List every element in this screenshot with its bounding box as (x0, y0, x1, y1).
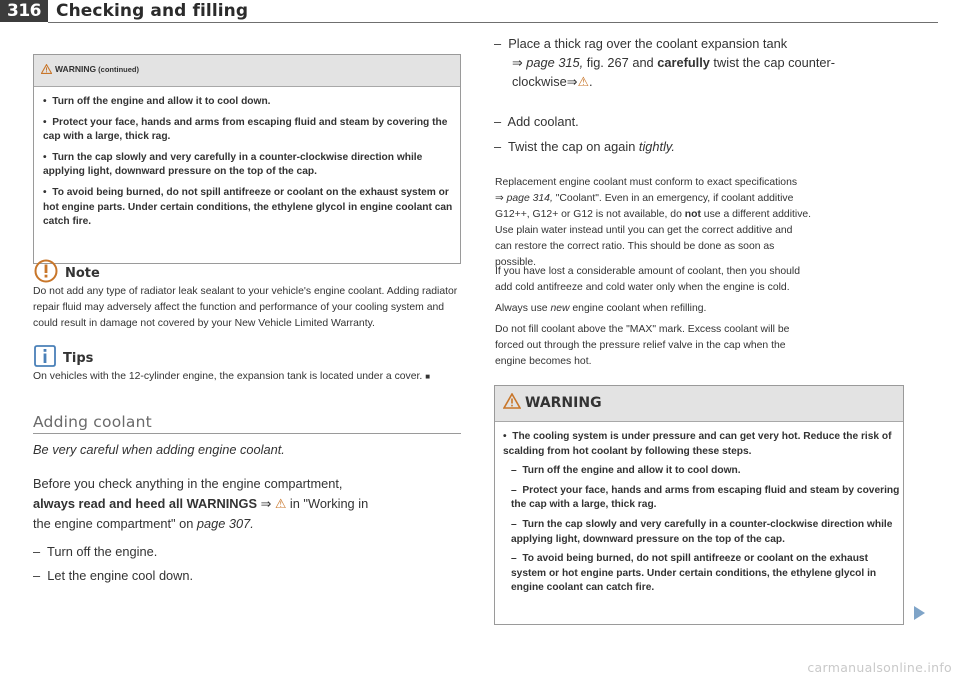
page-link[interactable]: page 315, (526, 55, 584, 70)
warning-box-header (495, 386, 903, 422)
warning-triangle-icon (41, 64, 52, 76)
warning-ref-icon: ⚠ (577, 74, 589, 89)
warning-box-continued-header (34, 55, 460, 87)
section-title: Adding coolant (33, 413, 152, 431)
page-link[interactable]: page 314, (506, 193, 553, 204)
cross-ref-arrow-icon: ⇒ (566, 74, 578, 89)
cross-ref-arrow-icon: ⇒ (495, 193, 504, 204)
warning-item: – Turn the cap slowly and very carefully in a counter-clockwise direction while applying light, downward pressure on the top of the cap. (511, 518, 893, 545)
warning-box-continued (33, 54, 461, 264)
warning-item: • Turn off the engine and allow it to cool down. (43, 96, 271, 107)
warning-item: – To avoid being burned, do not spill antifreeze or coolant on the exhaust system or hot engine parts. Under certain conditions, the ethylene glycol in engine coolant can catch fire. (511, 553, 877, 594)
warning-box (494, 385, 904, 625)
tips-text: On vehicles with the 12-cylinder engine, the expansion tank is located under a cover. ■ (33, 371, 431, 382)
tips-heading (34, 345, 93, 372)
paragraph-new-coolant: Always use new engine coolant when refilling. (495, 303, 707, 314)
info-icon (34, 345, 56, 372)
step-place-rag: – Place a thick rag over the coolant expansion tank ⇒ page 315, fig. 267 and carefully twist the cap counter- clockwise⇒⚠. (494, 36, 836, 89)
cross-ref-arrow-icon: ⇒ (260, 496, 272, 511)
paragraph-lost-coolant: If you have lost a considerable amount of coolant, then you should add cold antifreeze and cold water only when the engine is cold. (495, 266, 800, 293)
note-label: Note (65, 266, 100, 281)
paragraph-max-mark: Do not fill coolant above the "MAX" mark. Excess coolant will be forced out through the pressure relief valve in the cap when the engine becomes hot. (495, 324, 790, 367)
page-title: Checking and filling (56, 1, 249, 21)
step-twist-cap: – Twist the cap on again tightly. (494, 139, 675, 154)
step-add-coolant: – Add coolant. (494, 114, 579, 129)
paragraph-replacement-coolant: Replacement engine coolant must conform to exact specifications ⇒ page 314, "Coolant". Even in an emergency, if coolant additive G12++, G12+ or G12 is not available, do not use a different additive. Use plain water instead until you can get the correct additive and can restore the correct ratio. This should be done as soon as possible. (495, 177, 812, 268)
warning-item: – Turn off the engine and allow it to cool down. (511, 465, 741, 477)
page-link[interactable]: page 307. (196, 516, 254, 531)
warning-label: WARNING (55, 64, 97, 74)
section-intro: Be very careful when adding engine coolant. (33, 442, 285, 457)
tips-label: Tips (63, 351, 94, 366)
warning-item: • Turn the cap slowly and very carefully in a counter-clockwise direction while applying light, downward pressure on the top of the cap. (43, 151, 423, 178)
warning-triangle-icon (503, 393, 521, 413)
note-text: Do not add any type of radiator leak sealant to your vehicle's engine coolant. Adding radiator repair fluid may adversely affect the function and performance of your cooling system and could result in damage not covered by your New Vehicle Limited Warranty. (33, 286, 458, 329)
warning-item: • Protect your face, hands and arms from escaping fluid and steam by covering the cap with a large, thick rag. (43, 116, 448, 143)
section-paragraph: Before you check anything in the engine compartment, always read and heed all WARNINGS ⇒ ⚠ in "Working in the engine compartment" on page 307. (33, 476, 369, 531)
warning-item: • To avoid being burned, do not spill antifreeze or coolant on the exhaust system or hot engine parts. Under certain conditions, the ethylene glycol in engine coolant can catch fire. (43, 186, 453, 228)
watermark: carmanualsonline.info (807, 660, 952, 675)
warning-label: WARNING (525, 395, 602, 411)
warning-ref-icon: ⚠ (274, 496, 287, 511)
header-rule (48, 22, 938, 23)
section-rule (33, 433, 461, 434)
page-number: 316 (0, 0, 48, 22)
warning-intro: • The cooling system is under pressure and can get very hot. Reduce the risk of scalding from hot coolant by following these steps. (503, 431, 892, 457)
continue-arrow-icon (912, 605, 926, 626)
end-mark-icon: ■ (425, 372, 431, 381)
cross-ref-arrow-icon: ⇒ (512, 55, 523, 70)
step-let-engine-cool: – Let the engine cool down. (33, 568, 194, 583)
step-turn-off-engine: – Turn off the engine. (33, 544, 158, 559)
warning-continued-label: (continued) (96, 65, 140, 74)
warning-item: – Protect your face, hands and arms from escaping fluid and steam by covering the cap with a large, thick rag. (511, 484, 900, 511)
